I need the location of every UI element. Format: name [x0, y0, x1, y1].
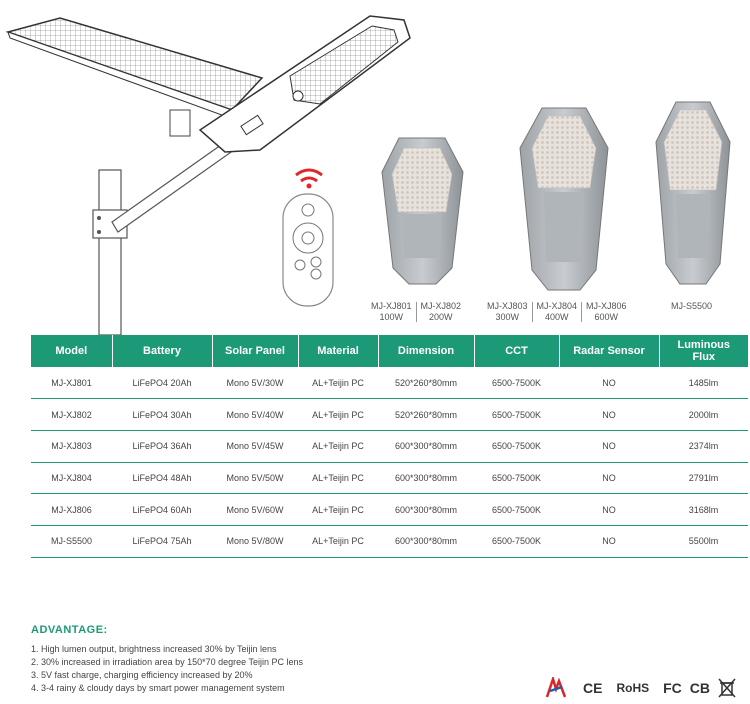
- cell-battery: LiFePO4 20Ah: [112, 367, 212, 399]
- caption-group-1: [371, 301, 461, 323]
- cell-material: AL+Teijin PC: [298, 525, 378, 557]
- cell-battery: LiFePO4 48Ah: [112, 462, 212, 494]
- list-item: 3. 5V fast charge, charging efficiency increased by 20%: [31, 670, 253, 680]
- lamp-s5500: [656, 102, 730, 284]
- caption-model: MJ-XJ801: [371, 301, 412, 311]
- table-row: [31, 462, 748, 494]
- col-header-material: Material: [298, 335, 378, 367]
- cell-model: MJ-XJ802: [31, 399, 112, 431]
- cell-material: AL+Teijin PC: [298, 462, 378, 494]
- cell-model: MJ-XJ801: [31, 367, 112, 399]
- cell-radar-sensor: NO: [559, 399, 659, 431]
- cell-cct: 6500-7500K: [474, 367, 559, 399]
- cell-cct: 6500-7500K: [474, 525, 559, 557]
- cell-dimension: 520*260*80mm: [378, 367, 474, 399]
- col-header-dimension: Dimension: [378, 335, 474, 367]
- product-illustration: [0, 0, 750, 335]
- cell-cct: 6500-7500K: [474, 399, 559, 431]
- list-item: 4. 3-4 rainy & cloudy days by smart power management system: [31, 683, 285, 693]
- cell-battery: LiFePO4 30Ah: [112, 399, 212, 431]
- list-item: 1. High lumen output, brightness increased 30% by Teijin lens: [31, 644, 277, 654]
- cell-solar-panel: Mono 5V/30W: [212, 367, 298, 399]
- list-item: 2. 30% increased in irradiation area by 150*70 degree Teijin PC lens: [31, 657, 304, 667]
- col-header-cct: CCT: [474, 335, 559, 367]
- cell-model: MJ-XJ803: [31, 430, 112, 462]
- cell-solar-panel: Mono 5V/40W: [212, 399, 298, 431]
- cell-dimension: 600*300*80mm: [378, 494, 474, 526]
- cell-material: AL+Teijin PC: [298, 430, 378, 462]
- table-row: [31, 525, 748, 557]
- cell-solar-panel: Mono 5V/60W: [212, 494, 298, 526]
- spec-table: [31, 335, 748, 558]
- table-row: [31, 367, 748, 399]
- advantage-title: ADVANTAGE:: [31, 624, 108, 636]
- cell-dimension: 600*300*80mm: [378, 430, 474, 462]
- caption-power: 200W: [429, 312, 453, 322]
- caption-model: MJ-XJ804: [536, 301, 578, 311]
- street-light-drawing: [0, 0, 750, 335]
- lamp-xj803-804-806: [520, 108, 608, 290]
- remote-control: [283, 170, 333, 306]
- cell-radar-sensor: NO: [559, 494, 659, 526]
- cell-dimension: 520*260*80mm: [378, 399, 474, 431]
- cell-battery: LiFePO4 60Ah: [112, 494, 212, 526]
- caption-model: MJ-S5500: [671, 301, 713, 312]
- cell-model: MJ-XJ804: [31, 462, 112, 494]
- caption-group-2: [487, 301, 627, 323]
- table-row: [31, 494, 748, 526]
- cell-luminous-flux: 3168lm: [659, 494, 748, 526]
- table-header-row: [31, 335, 748, 367]
- cell-solar-panel: Mono 5V/80W: [212, 525, 298, 557]
- caption-model: MJ-XJ802: [420, 301, 462, 311]
- caption-model: MJ-XJ806: [586, 301, 627, 311]
- fcc-mark-icon: FC: [663, 680, 682, 696]
- lamp-xj801-802: [382, 138, 463, 284]
- cell-cct: 6500-7500K: [474, 430, 559, 462]
- caption-power: 300W: [495, 312, 520, 322]
- cell-radar-sensor: NO: [559, 430, 659, 462]
- cell-cct: 6500-7500K: [474, 462, 559, 494]
- advantage-list: [31, 643, 303, 695]
- cell-material: AL+Teijin PC: [298, 367, 378, 399]
- cell-luminous-flux: 2374lm: [659, 430, 748, 462]
- cell-radar-sensor: NO: [559, 367, 659, 399]
- table-row: [31, 399, 748, 431]
- col-header-luminous-flux: Luminous Flux: [659, 335, 748, 367]
- cell-luminous-flux: 5500lm: [659, 525, 748, 557]
- caption-power: 100W: [379, 312, 404, 322]
- cell-solar-panel: Mono 5V/45W: [212, 430, 298, 462]
- cell-battery: LiFePO4 36Ah: [112, 430, 212, 462]
- table-row: [31, 430, 748, 462]
- rohs-mark-icon: RoHS: [616, 681, 650, 695]
- cmc-mark-icon: [543, 677, 569, 699]
- cell-dimension: 600*300*80mm: [378, 462, 474, 494]
- cell-luminous-flux: 2791lm: [659, 462, 748, 494]
- caption-power: 600W: [594, 312, 619, 322]
- caption-power: 400W: [545, 312, 569, 322]
- col-header-model: Model: [31, 335, 112, 367]
- certification-logos: [543, 676, 736, 700]
- cell-radar-sensor: NO: [559, 525, 659, 557]
- cell-radar-sensor: NO: [559, 462, 659, 494]
- cell-dimension: 600*300*80mm: [378, 525, 474, 557]
- col-header-solar-panel: Solar Panel: [212, 335, 298, 367]
- pole: [93, 140, 234, 335]
- caption-group-3: [671, 301, 712, 312]
- cell-cct: 6500-7500K: [474, 494, 559, 526]
- caption-model: MJ-XJ803: [487, 301, 528, 311]
- cell-material: AL+Teijin PC: [298, 494, 378, 526]
- cell-solar-panel: Mono 5V/50W: [212, 462, 298, 494]
- cell-battery: LiFePO4 75Ah: [112, 525, 212, 557]
- cell-model: MJ-S5500: [31, 525, 112, 557]
- cell-luminous-flux: 1485lm: [659, 367, 748, 399]
- weee-bin-icon: [718, 678, 736, 698]
- cell-luminous-flux: 2000lm: [659, 399, 748, 431]
- cb-mark-icon: CB: [689, 680, 711, 696]
- cell-model: MJ-XJ806: [31, 494, 112, 526]
- col-header-radar-sensor: Radar Sensor: [559, 335, 659, 367]
- cell-material: AL+Teijin PC: [298, 399, 378, 431]
- col-header-battery: Battery: [112, 335, 212, 367]
- ce-mark-icon: CE: [583, 680, 603, 696]
